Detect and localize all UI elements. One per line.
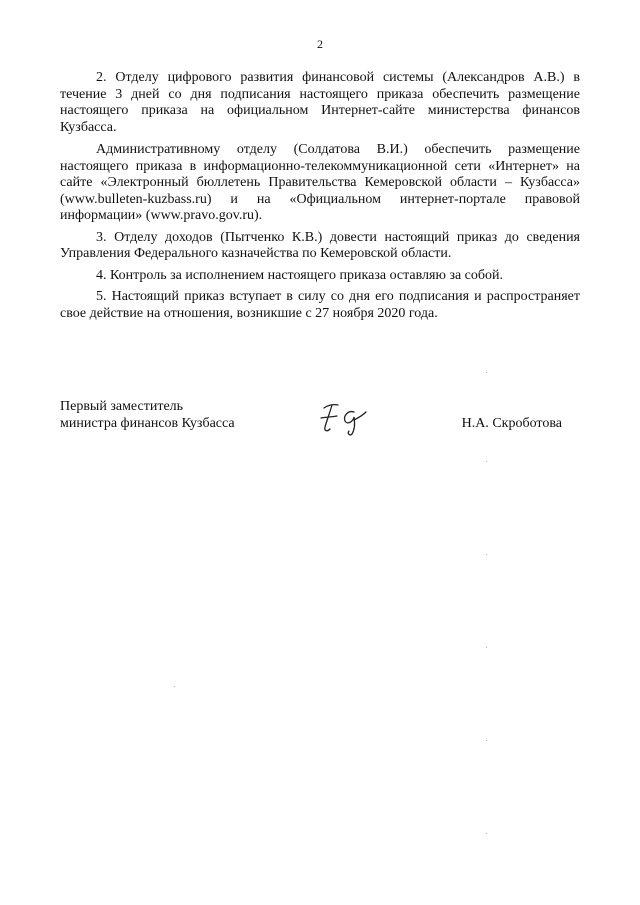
scan-speck [486,372,487,373]
page-number: 2 [317,37,323,51]
scan-speck [486,461,487,462]
scan-speck [486,554,487,555]
scan-speck [486,740,487,741]
scan-speck [486,833,487,834]
document-body [60,70,580,327]
signatory-position-line2: министра финансов Кузбасса [60,416,235,431]
signatory-name: Н.А. Скроботова [461,416,562,431]
signatory-position [60,398,235,432]
handwritten-signature [318,400,372,438]
signature-block [60,398,580,438]
signatory-position-line1: Первый заместитель [60,399,184,414]
paragraph-2-continued: Административному отделу (Солдатова В.И.) обеспечить размещение настоящего приказа в информационно-телекоммуникационной сети «Интернет» на сайте «Электронный бюллетень Правительства Кемеровской области – Кузбасса» (www.bulleten-kuzbass.ru) и на «Официальном интернет-портале правовой информации» (www.pravo.gov.ru). [60,142,580,223]
scan-speck [174,686,175,687]
paragraph-5: 5. Настоящий приказ вступает в силу со дня его подписания и распространяет свое действие на отношения, возникшие с 27 ноября 2020 года. [60,289,580,321]
paragraph-2: 2. Отделу цифрового развития финансовой системы (Александров А.В.) в течение 3 дней со дня подписания настоящего приказа обеспечить размещение настоящего приказа на официальном Интернет-сайте министерства финансов Кузбасса. [60,70,580,135]
scan-speck [486,647,487,648]
paragraph-4: 4. Контроль за исполнением настоящего приказа оставляю за собой. [96,267,504,283]
paragraph-3: 3. Отделу доходов (Пытченко К.В.) довести настоящий приказ до сведения Управления Федерального казначейства по Кемеровской области. [60,229,580,261]
